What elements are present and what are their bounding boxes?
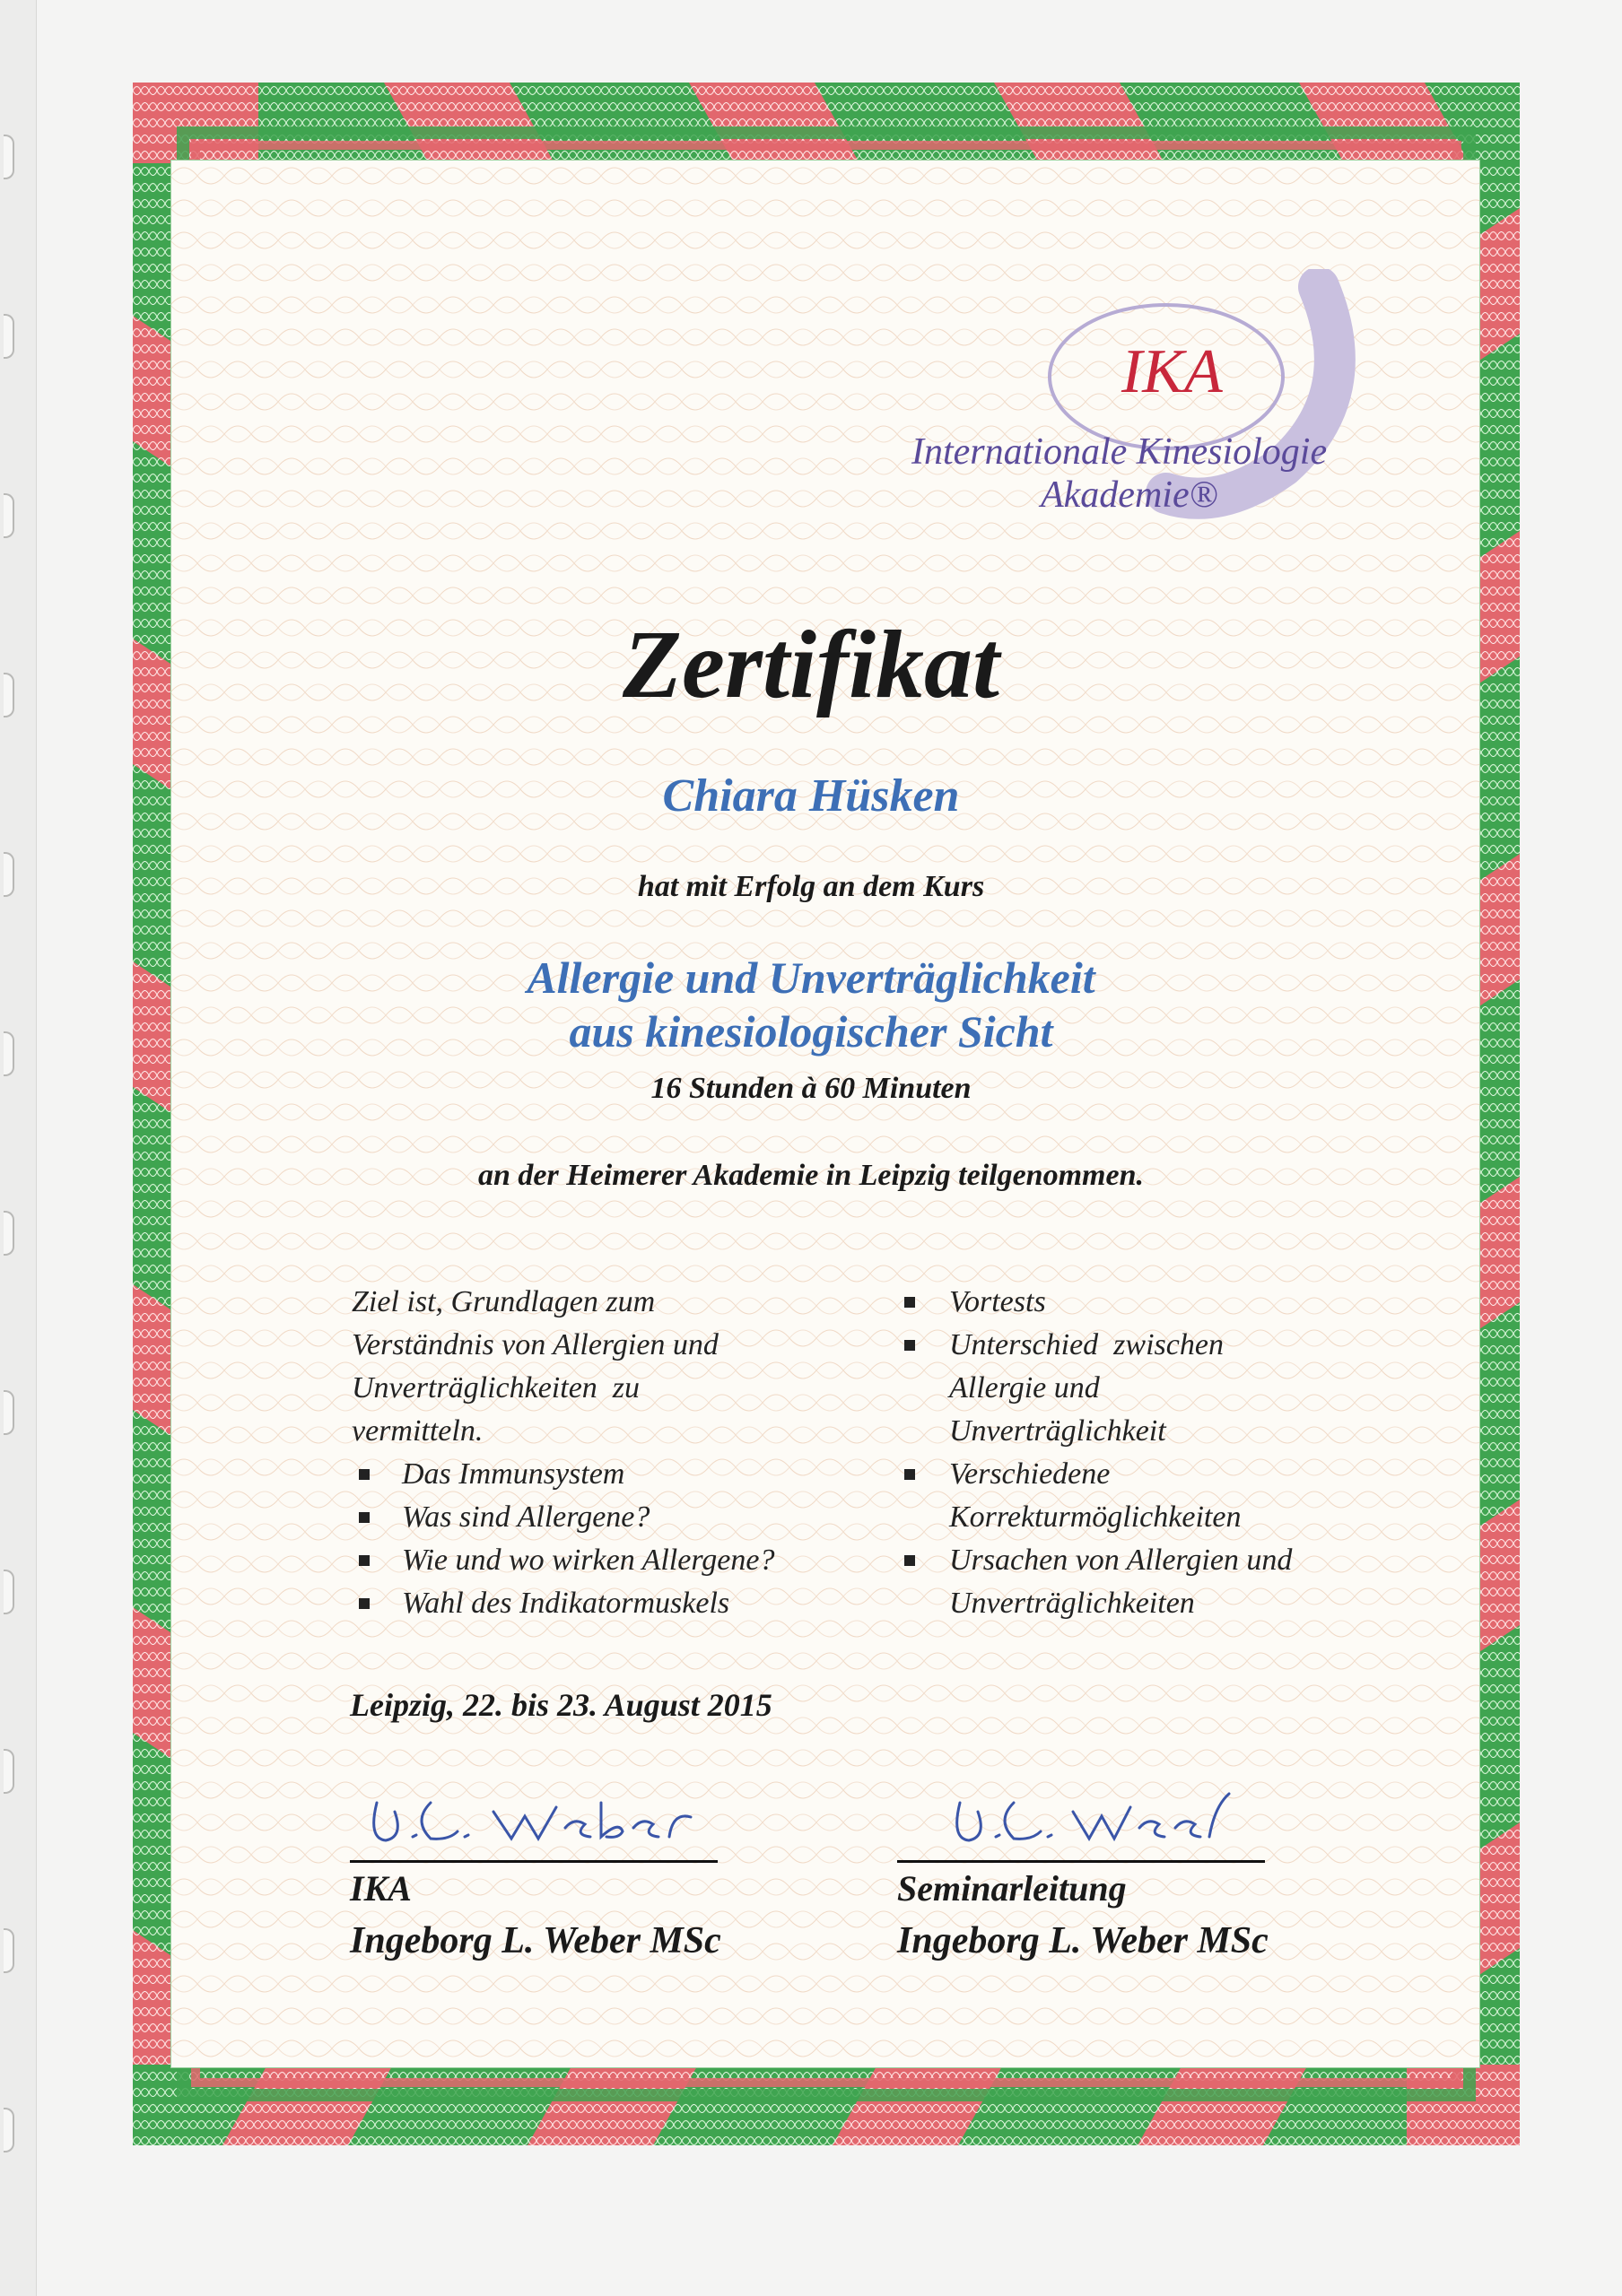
course-title-line2: aus kinesiologischer Sicht [569, 1006, 1053, 1057]
topic-item [897, 1539, 1400, 1625]
binder-edge [0, 0, 37, 2296]
binder-hole [4, 1211, 14, 1256]
topic-list-left [352, 1453, 890, 1625]
binder-hole [4, 2108, 14, 2152]
logo-swoosh-icon [897, 269, 1400, 574]
logo-text-line1: Internationale Kinesiologie [911, 431, 1328, 473]
goal-text-line: vermitteln. [352, 1414, 484, 1448]
goal-text-line: Verständnis von Allergien und [352, 1328, 719, 1361]
course-duration: 16 Stunden à 60 Minuten [650, 1072, 972, 1105]
signature-role: Seminarleitung [897, 1868, 1127, 1909]
logo-text-line2: Akademie® [1041, 474, 1218, 516]
topic-item-line: Allergie und [949, 1371, 1100, 1405]
topic-item-line: Unverträglichkeiten [949, 1587, 1195, 1620]
course-location: an der Heimerer Akademie in Leipzig teilgenommen. [478, 1159, 1144, 1192]
binder-hole [4, 1928, 14, 1973]
binder-hole [4, 314, 14, 359]
goal-text-line: Ziel ist, Grundlagen zum [352, 1285, 656, 1318]
topic-item: Das Immunsystem [352, 1453, 890, 1496]
handwritten-signature [350, 1785, 727, 1857]
topic-item [897, 1281, 1400, 1324]
binder-hole [4, 135, 14, 179]
intro-text: hat mit Erfolg an dem Kurs [637, 870, 985, 903]
content-left-column [352, 1281, 890, 1625]
certificate-date: Leipzig, 22. bis 23. August 2015 [350, 1687, 772, 1723]
signature-line [350, 1860, 718, 1863]
binder-hole [4, 1390, 14, 1435]
topic-item-line: Vortests [949, 1285, 1046, 1318]
topic-item-line: Unterschied zwischen [949, 1328, 1224, 1361]
binder-hole [4, 1749, 14, 1794]
signature-role: IKA [350, 1868, 412, 1909]
topic-item: Was sind Allergene? [352, 1496, 890, 1539]
signature-name: Ingeborg L. Weber MSc [897, 1920, 1269, 1961]
binder-hole [4, 493, 14, 538]
signature-line [897, 1860, 1265, 1863]
content-right-column [897, 1281, 1400, 1625]
topic-item: Wie und wo wirken Allergene? [352, 1539, 890, 1582]
course-title [0, 951, 1622, 1058]
signature-name: Ingeborg L. Weber MSc [350, 1920, 721, 1961]
certificate-title: Zertifikat [623, 612, 999, 718]
logo-monogram: IKA [1121, 337, 1223, 406]
topic-item-line: Unverträglichkeit [949, 1414, 1166, 1448]
binder-hole [4, 1570, 14, 1614]
topic-list-right [897, 1281, 1400, 1625]
recipient-name: Chiara Hüsken [662, 770, 960, 822]
goal-text-line: Unverträglichkeiten zu [352, 1371, 641, 1405]
handwritten-signature [897, 1785, 1274, 1857]
topic-item-line: Ursachen von Allergien und [949, 1544, 1293, 1577]
course-title-line1: Allergie und Unverträglichkeit [527, 952, 1095, 1003]
topic-item-line: Verschiedene [949, 1457, 1111, 1491]
ika-logo [897, 269, 1400, 574]
topic-item [897, 1324, 1400, 1453]
topic-item [897, 1453, 1400, 1539]
topic-item-line: Korrekturmöglichkeiten [949, 1500, 1242, 1534]
topic-item: Wahl des Indikatormuskels [352, 1582, 890, 1625]
